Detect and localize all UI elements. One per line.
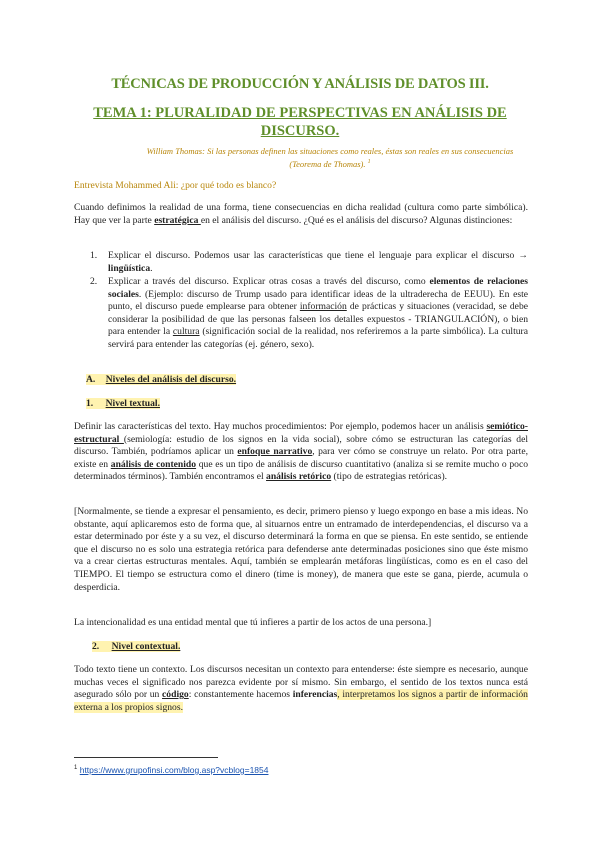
term-informacion: información	[299, 301, 347, 313]
section-label: Niveles del análisis del discurso.	[105, 374, 237, 385]
paragraph-text: : constantemente hacemos	[188, 689, 293, 701]
topic-title: TEMA 1: PLURALIDAD DE PERSPECTIVAS EN ANÁLISIS DE DISCURSO.	[93, 105, 507, 139]
intro-text: Cuando definimos la realidad de una forma, tiene consecuencias en dicha realidad (cultura como parte simbólica). Hay que ver la parte	[74, 202, 528, 226]
section-a-heading	[86, 374, 236, 385]
paragraph-text: , interpretamos los signos a partir de información externa a los propios signos.	[74, 689, 528, 713]
list-item	[108, 250, 528, 275]
list-text: de prácticas y situaciones (veracidad, se debe considerar la posibilidad de que las personas falseen los detalles expuestos - TRIANGULACIÓN), o bien para entender la	[108, 301, 528, 338]
level-number: 1.	[86, 398, 94, 409]
quote-text: William Thomas: Si las personas definen las situaciones como reales, éstas son reales en sus consecuencias (Teorema de Thomas).	[146, 146, 514, 169]
level2-heading	[92, 641, 180, 652]
footnote-divider	[74, 757, 218, 758]
term-analisis-retorico: análisis retórico	[266, 471, 332, 483]
footnote-ref[interactable]: 1	[367, 159, 371, 165]
list-text: Explicar el discurso. Podemos usar las características que tiene el lenguaje para explicar el discurso →	[108, 250, 528, 261]
list-number: 1.	[90, 250, 98, 261]
level-label: Nivel contextual.	[111, 641, 181, 652]
term-relaciones: elementos de relaciones sociales	[108, 276, 528, 300]
section-letter: A.	[86, 374, 96, 385]
term-enfoque-narrativo: enfoque narrativo	[237, 446, 313, 458]
level2-paragraph	[74, 664, 528, 714]
footnote	[74, 765, 268, 775]
term-estrategica: estratégica	[154, 214, 201, 226]
footnote-link[interactable]: https://www.grupofinsi.com/blog.asp?vcblog=1854	[79, 765, 269, 775]
paragraph-text: Todo texto tiene un contexto. Los discursos necesitan un contexto para entenderse: éste siempre es necesario, aunque muchas veces el significado nos parezca evidente por sí mismo. Sin embargo, el sentido de los textos nunca está asegurado sólo por un	[74, 664, 528, 701]
list-text: (significación social de la realidad, nos referiremos a la parte simbólica). La cultura servirá para entender las categorías (ej. género, sexo).	[108, 326, 528, 350]
intro-paragraph	[74, 202, 528, 227]
paragraph-text: Definir las características del texto. Hay muchos procedimientos: Por ejemplo, podemos hacer un análisis	[74, 421, 487, 432]
paragraph-text: que es un tipo de análisis de discurso cuantitativo (analiza si se remite mucho o poco determinados términos). También encontramos el	[74, 458, 528, 483]
document-title: TÉCNICAS DE PRODUCCIÓN Y ANÁLISIS DE DATOS III.	[111, 76, 489, 92]
list-text: Explicar a través del discurso. Explicar otras cosas a través del discurso, como	[108, 276, 430, 287]
footnote-number: 1	[74, 765, 78, 772]
paragraph-text: , para ver cómo se construye un relato. Por otra parte, existe en	[74, 446, 528, 470]
epigraph-quote	[130, 146, 530, 170]
paragraph-text: (semiología: estudio de los signos en la vida social), sobre cómo se estructuran las categorías del discurso. También, podríamos aplicar un	[74, 433, 528, 458]
list-text: .	[150, 262, 153, 274]
bracket-paragraph: [Normalmente, se tiende a expresar el pensamiento, es decir, primero pienso y luego expongo en base a mis ideas. No obstante, aquí aplicaremos esto de forma que, al situarnos entre un entramado de interdependencias, el discurso va a estar determinado por éste y a su vez, el discurso determinará la forma en que se piensa. En este sentido, se entiende que el discurso no es solo una estrategia retórica para defenderse ante determinadas posiciones sino que éste mismo va a crear ciertas estructuras mentales. Aquí, también se emplearán metáforas lingüísticas, como es en el caso del TIEMPO. El tiempo se estructura como el dinero (time is money), de manera que este se gana, pierde, acumula o desperdicia.	[74, 506, 528, 593]
list-number: 2.	[90, 276, 98, 287]
intentionality-paragraph: La intencionalidad es una entidad mental que tú infieres a partir de los actos de una persona.]	[74, 617, 432, 628]
level-number: 2.	[92, 641, 100, 652]
list-text: . (Ejemplo: discurso de Trump usado para identificar ideas de la ultraderecha de EEUU). En este punto, el discurso puede emplearse para obtener	[108, 288, 528, 313]
paragraph-text: (tipo de estrategias retóricas).	[331, 471, 448, 483]
intro-text-2: en el análisis del discurso. ¿Qué es el análisis del discurso? Algunas distinciones:	[200, 214, 513, 226]
level1-heading	[86, 398, 160, 409]
term-codigo: código	[162, 689, 189, 701]
interview-line: Entrevista Mohammed Ali: ¿por qué todo es blanco?	[74, 180, 277, 191]
term-cultura: cultura	[172, 326, 200, 338]
term-linguistica: lingüística	[108, 262, 151, 274]
term-semiotico: semiótico-estructural	[74, 421, 528, 445]
term-inferencias: inferencias	[292, 689, 338, 701]
term-analisis-contenido: análisis de contenido	[110, 458, 197, 470]
level1-paragraph	[74, 421, 528, 484]
list-item	[108, 276, 528, 352]
level-label: Nivel textual.	[105, 398, 160, 409]
